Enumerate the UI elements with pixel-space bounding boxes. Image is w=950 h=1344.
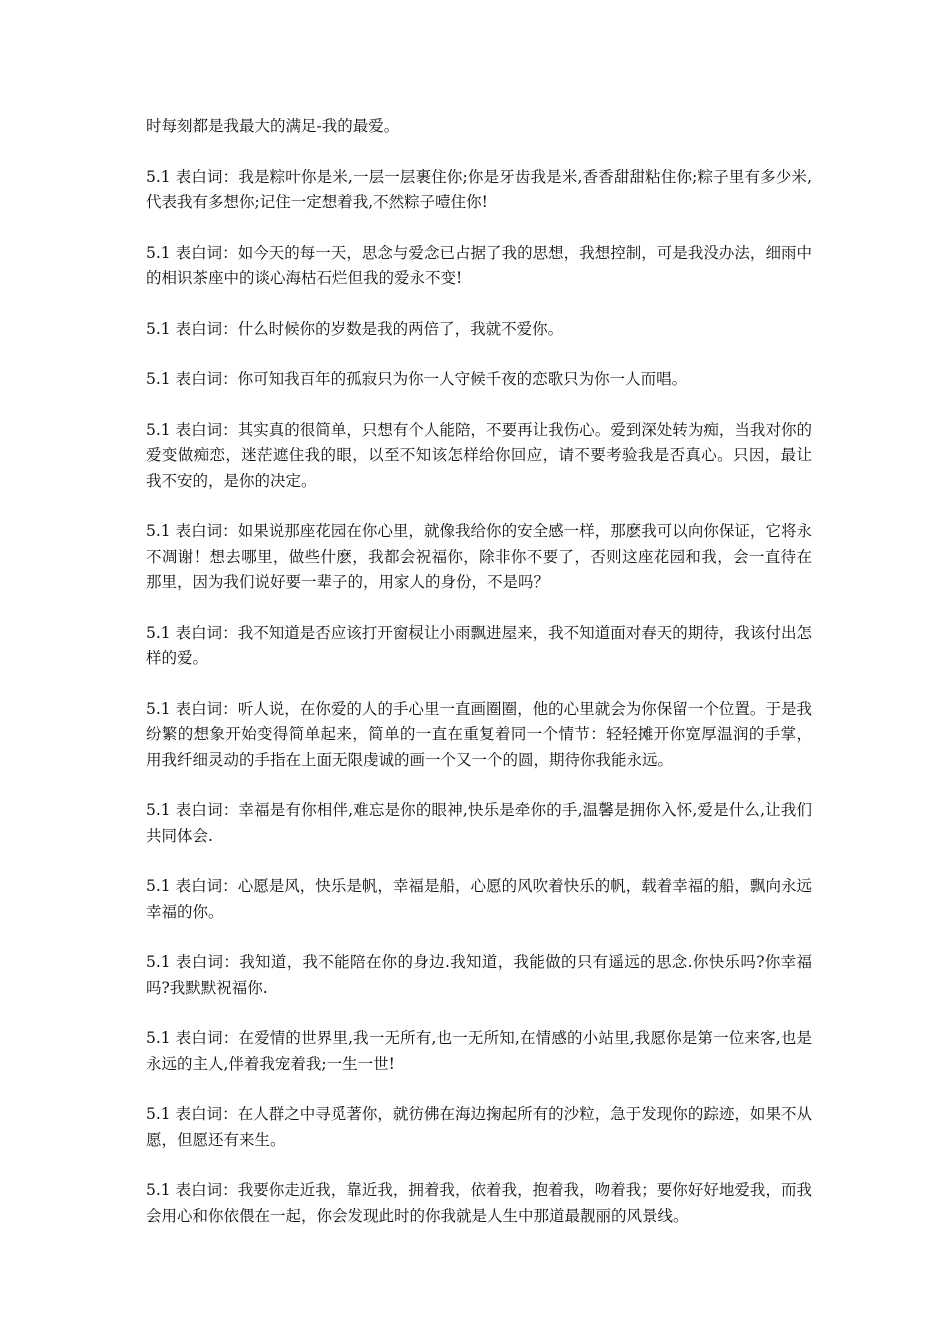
paragraph: 时每刻都是我最大的满足-我的最爱。: [146, 117, 400, 135]
paragraph: 5.1 表白词：在人群之中寻觅著你，就彷佛在海边掬起所有的沙粒，急于发现你的踪迹，如果不从愿，但愿还有来生。: [146, 1105, 812, 1149]
paragraph: 5.1 表白词：在爱情的世界里,我一无所有,也一无所知,在情感的小站里,我愿你是第一位来客,也是永远的主人,伴着我宠着我;一生一世!: [146, 1029, 812, 1073]
paragraph: 5.1 表白词：心愿是风，快乐是帆，幸福是船，心愿的风吹着快乐的帆，载着幸福的船，飘向永远幸福的你。: [146, 877, 812, 921]
paragraph: 5.1 表白词：什么时候你的岁数是我的两倍了，我就不爱你。: [146, 319, 564, 338]
paragraph: 5.1 表白词：你可知我百年的孤寂只为你一人守候千夜的恋歌只为你一人而唱。: [146, 370, 688, 388]
paragraph: 5.1 表白词：如今天的每一天，思念与爱念已占据了我的思想，我想控制，可是我没办法，细雨中的相识茶座中的谈心海枯石烂但我的爱永不变!: [146, 243, 812, 287]
paragraph: 5.1 表白词：听人说，在你爱的人的手心里一直画圈圈，他的心里就会为你保留一个位置。于是我纷繁的想象开始变得简单起来，简单的一直在重复着同一个情节：轻轻摊开你宽厚温润的手掌，用我纤细灵动的手指在上面无限虔诚的画一个又一个的圆，期待你我能永远。: [146, 699, 812, 769]
paragraph: 5.1 表白词：其实真的很简单，只想有个人能陪，不要再让我伤心。爱到深处转为痴，当我对你的爱变做痴恋，迷茫遮住我的眼，以至不知该怎样给你回应，请不要考验我是否真心。只因，最让我不安的，是你的决定。: [146, 420, 812, 490]
document-body: [146, 114, 812, 1254]
paragraph: 5.1 表白词：我要你走近我，靠近我，拥着我，依着我，抱着我，吻着我；要你好好地爱我，而我会用心和你依偎在一起，你会发现此时的你我就是人生中那道最靓丽的风景线。: [146, 1181, 812, 1225]
paragraph: 5.1 表白词：幸福是有你相伴,难忘是你的眼神,快乐是牵你的手,温馨是拥你入怀,爱是什么,让我们共同体会.: [146, 801, 812, 845]
paragraph: 5.1 表白词：我是粽叶你是米,一层一层裹住你;你是牙齿我是米,香香甜甜粘住你;粽子里有多少米,代表我有多想你;记住一定想着我,不然粽子噎住你!: [146, 167, 812, 211]
paragraph: 5.1 表白词：我知道，我不能陪在你的身边.我知道，我能做的只有遥远的思念.你快乐吗?你幸福吗?我默默祝福你.: [146, 953, 812, 997]
paragraph: 5.1 表白词：如果说那座花园在你心里，就像我给你的安全感一样，那麽我可以向你保证，它将永不凋谢！想去哪里，做些什麽，我都会祝福你，除非你不要了，否则这座花园和我，会一直待在那里，因为我们说好要一辈子的，用家人的身份，不是吗？: [146, 522, 812, 591]
paragraph: 5.1 表白词：我不知道是否应该打开窗棂让小雨飘进屋来，我不知道面对春天的期待，我该付出怎样的爱。: [146, 623, 812, 667]
